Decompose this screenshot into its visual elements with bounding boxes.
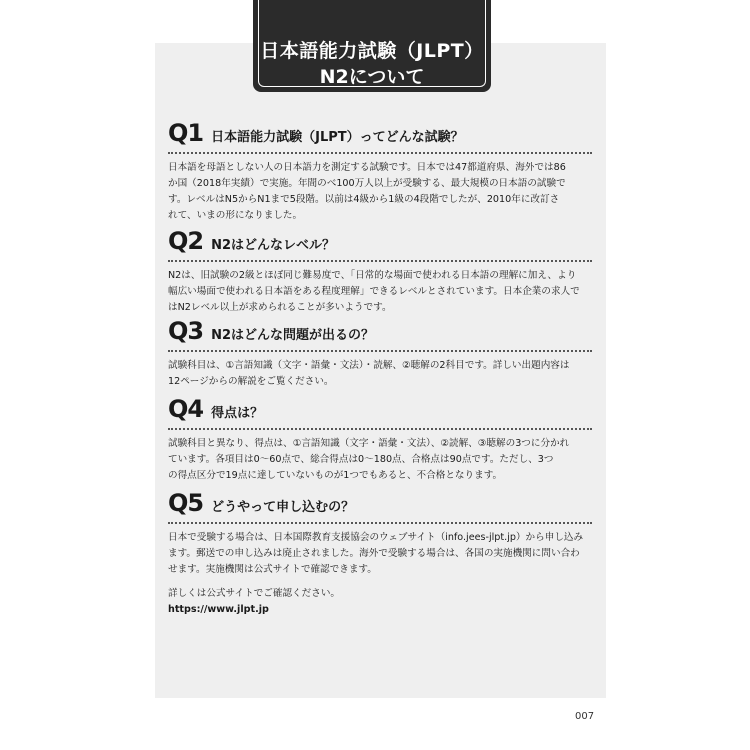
answer-text: 試験科目は、①言語知識（文字・語彙・文法）・読解、②聴解の2科目です。詳しい出題内容は 12ページからの解説をご覧ください。 <box>168 360 570 387</box>
title-banner <box>253 0 491 92</box>
dotted-divider <box>168 350 592 352</box>
qa-section-4 <box>168 396 592 484</box>
dotted-divider <box>168 522 592 524</box>
question-number: Q3 <box>168 317 204 345</box>
answer-text: 日本語を母語としない人の日本語力を測定する試験です。日本では47都道府県、海外では86 か国（2018年実績）で実施。年間のべ100万人以上が受験する、最大規模の日本語の試験で す。レベルはN5からN1まで5段階。以前は4級から1級の4段階でしたが、2010年に改訂さ れて、いまの形になりました。 <box>168 162 566 221</box>
qa-section-2 <box>168 228 592 316</box>
question-text: 得点は？ <box>211 406 264 421</box>
qa-section-3 <box>168 318 592 390</box>
question-number: Q5 <box>168 489 204 517</box>
question-text: N2はどんなレベル？ <box>211 238 336 253</box>
question-number: Q4 <box>168 395 204 423</box>
answer-text: 試験科目と異なり、得点は、①言語知識（文字・語彙・文法）、②読解、③聴解の3つに分かれ ています。各項目は0～60点で、総合得点は0～180点、合格点は90点です。ただし、3つ の得点区分で19点に達していないものが1つでもあると、不合格となります。 <box>168 438 570 481</box>
answer-text: 日本で受験する場合は、日本国際教育支援協会のウェブサイト（info.jees-jlpt.jp）から申し込み ます。郵送での申し込みは廃止されました。海外で受験する場合は、各国の実施機関に問い合わ せます。実施機関は公式サイトで確認できます。 <box>168 532 584 575</box>
dotted-divider <box>168 428 592 430</box>
question-number: Q1 <box>168 119 204 147</box>
question-text: N2はどんな問題が出るの？ <box>211 328 375 343</box>
qa-section-1 <box>168 120 592 224</box>
dotted-divider <box>168 152 592 154</box>
page-number: 007 <box>575 711 595 722</box>
question-text: どうやって申し込むの？ <box>211 500 355 515</box>
more-info <box>168 586 340 618</box>
question-number: Q2 <box>168 227 204 255</box>
question-text: 日本語能力試験（JLPT）ってどんな試験？ <box>211 130 464 145</box>
official-site-link[interactable]: https://www.jlpt.jp <box>168 604 269 615</box>
answer-text: N2は、旧試験の2級とほぼ同じ難易度で、「日常的な場面で使われる日本語の理解に加え、より 幅広い場面で使われる日本語をある程度理解」できるレベルとされています。日本企業の求人で はN2レベル以上が求められることが多いようです。 <box>168 270 580 313</box>
dotted-divider <box>168 260 592 262</box>
page-subtitle: N2について <box>319 66 425 88</box>
qa-section-5 <box>168 490 592 578</box>
more-info-text: 詳しくは公式サイトでご確認ください。 <box>168 588 341 599</box>
page-title: 日本語能力試験（JLPT） <box>260 40 484 62</box>
